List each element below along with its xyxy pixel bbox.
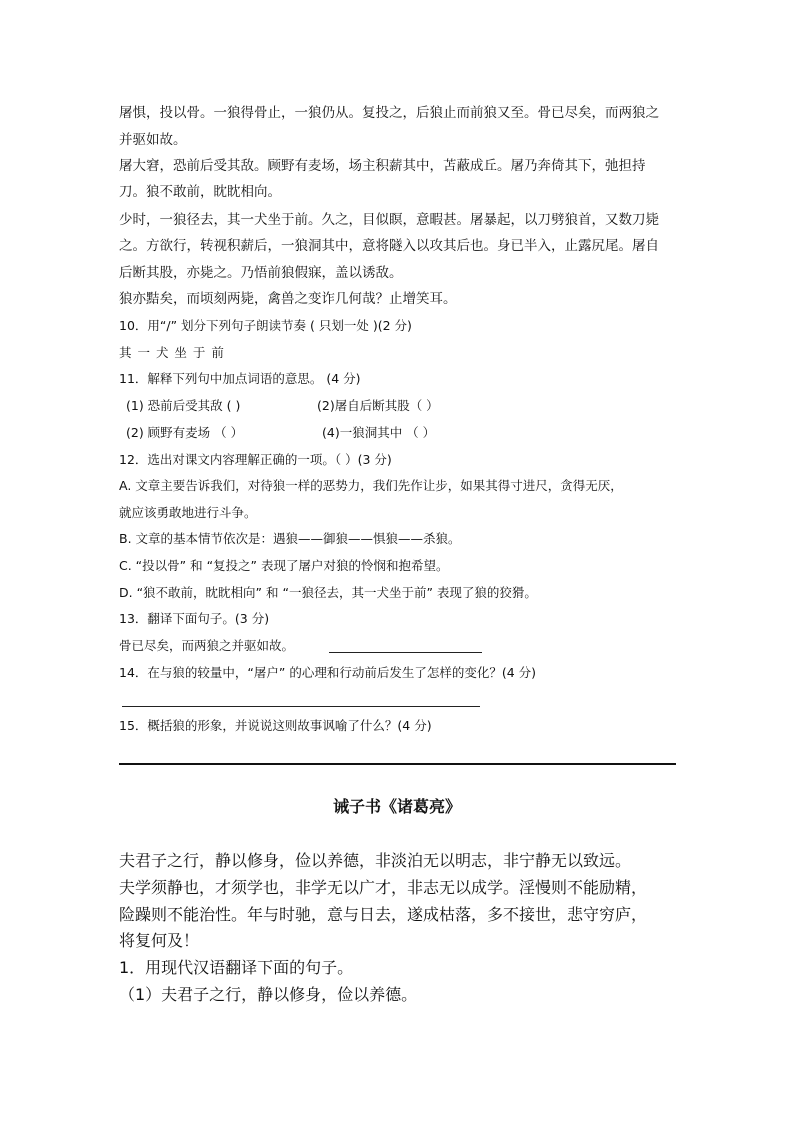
passage-line: 并驱如故。	[119, 132, 187, 148]
passage-line: 后断其股，亦毙之。乃悟前狼假寐，盖以诱敌。	[119, 265, 403, 281]
question-11-item: (4)一狼洞其中 （ ）	[322, 425, 436, 440]
answer-blank-line	[122, 706, 480, 707]
question-11: 11．解释下列句中加点词语的意思。 (4 分)	[119, 371, 361, 386]
question-1-item-1: （1）夫君子之行，静以修身，俭以养德。	[119, 985, 418, 1004]
question-12-option-b: B. 文章的基本情节依次是：遇狼——御狼——惧狼——杀狼。	[119, 531, 461, 546]
question-10-sentence: 其 一 犬 坐 于 前	[119, 345, 225, 360]
passage-line: 狼亦黠矣，而顷刻两毙，禽兽之变诈几何哉？止增笑耳。	[119, 291, 457, 307]
question-15: 15．概括狼的形象，并说说这则故事讽喻了什么？(4 分)	[119, 718, 432, 733]
question-12-option-d: D. “狼不敢前，眈眈相向” 和 “一狼径去，其一犬坐于前” 表现了狼的狡猾。	[119, 585, 537, 600]
passage-line: 夫君子之行，静以修身，俭以养德，非淡泊无以明志，非宁静无以致远。	[119, 851, 632, 870]
passage-line: 险躁则不能治性。年与时驰，意与日去，遂成枯落，多不接世，悲守穷庐，	[119, 905, 648, 924]
passage-line: 之。方欲行，转视积薪后，一狼洞其中，意将隧入以攻其后也。身已半入，止露尻尾。屠自	[119, 238, 659, 254]
section-divider	[119, 763, 676, 765]
passage-line: 屠大窘，恐前后受其敌。顾野有麦场，场主积薪其中，苫蔽成丘。屠乃奔倚其下，弛担持	[119, 158, 646, 174]
passage-line: 夫学须静也，才须学也，非学无以广才，非志无以成学。淫慢则不能励精，	[119, 878, 648, 897]
passage-line: 刀。狼不敢前，眈眈相向。	[119, 184, 281, 200]
question-12-option-a-cont: 就应该勇敢地进行斗争。	[119, 505, 257, 520]
question-10: 10．用“/” 划分下列句子朗读节奏 ( 只划一处 )(2 分)	[119, 318, 412, 333]
question-11-item: (1) 恐前后受其敌 ( )	[126, 398, 241, 413]
question-12-option-a: A. 文章主要告诉我们，对待狼一样的恶势力，我们先作让步，如果其得寸进尺，贪得无厌，	[119, 478, 623, 493]
passage-line: 屠惧，投以骨。一狼得骨止，一狼仍从。复投之，后狼止而前狼又至。骨已尽矣，而两狼之	[119, 105, 659, 121]
section-title: 诫子书《诸葛亮》	[332, 797, 461, 816]
question-11-item: (2)屠自后断其股（ ）	[317, 398, 439, 413]
question-12: 12．选出对课文内容理解正确的一项。（ ）(3 分)	[119, 452, 392, 467]
question-1: 1．用现代汉语翻译下面的句子。	[119, 958, 354, 977]
question-14: 14．在与狼的较量中，“屠户” 的心理和行动前后发生了怎样的变化？(4 分)	[119, 665, 537, 680]
question-13-sentence: 骨已尽矣，而两狼之并驱如故。	[119, 638, 295, 653]
question-13: 13．翻译下面句子。(3 分)	[119, 611, 270, 626]
question-12-option-c: C. “投以骨” 和 “复投之” 表现了屠户对狼的怜悯和抱希望。	[119, 558, 449, 573]
question-11-item: (2) 顾野有麦场 （ ）	[126, 425, 244, 440]
passage-line: 少时，一狼径去，其一犬坐于前。久之，目似瞑，意暇甚。屠暴起，以刀劈狼首，又数刀毙	[119, 212, 659, 228]
answer-blank-line	[329, 652, 482, 653]
passage-line: 将复何及！	[119, 931, 200, 950]
